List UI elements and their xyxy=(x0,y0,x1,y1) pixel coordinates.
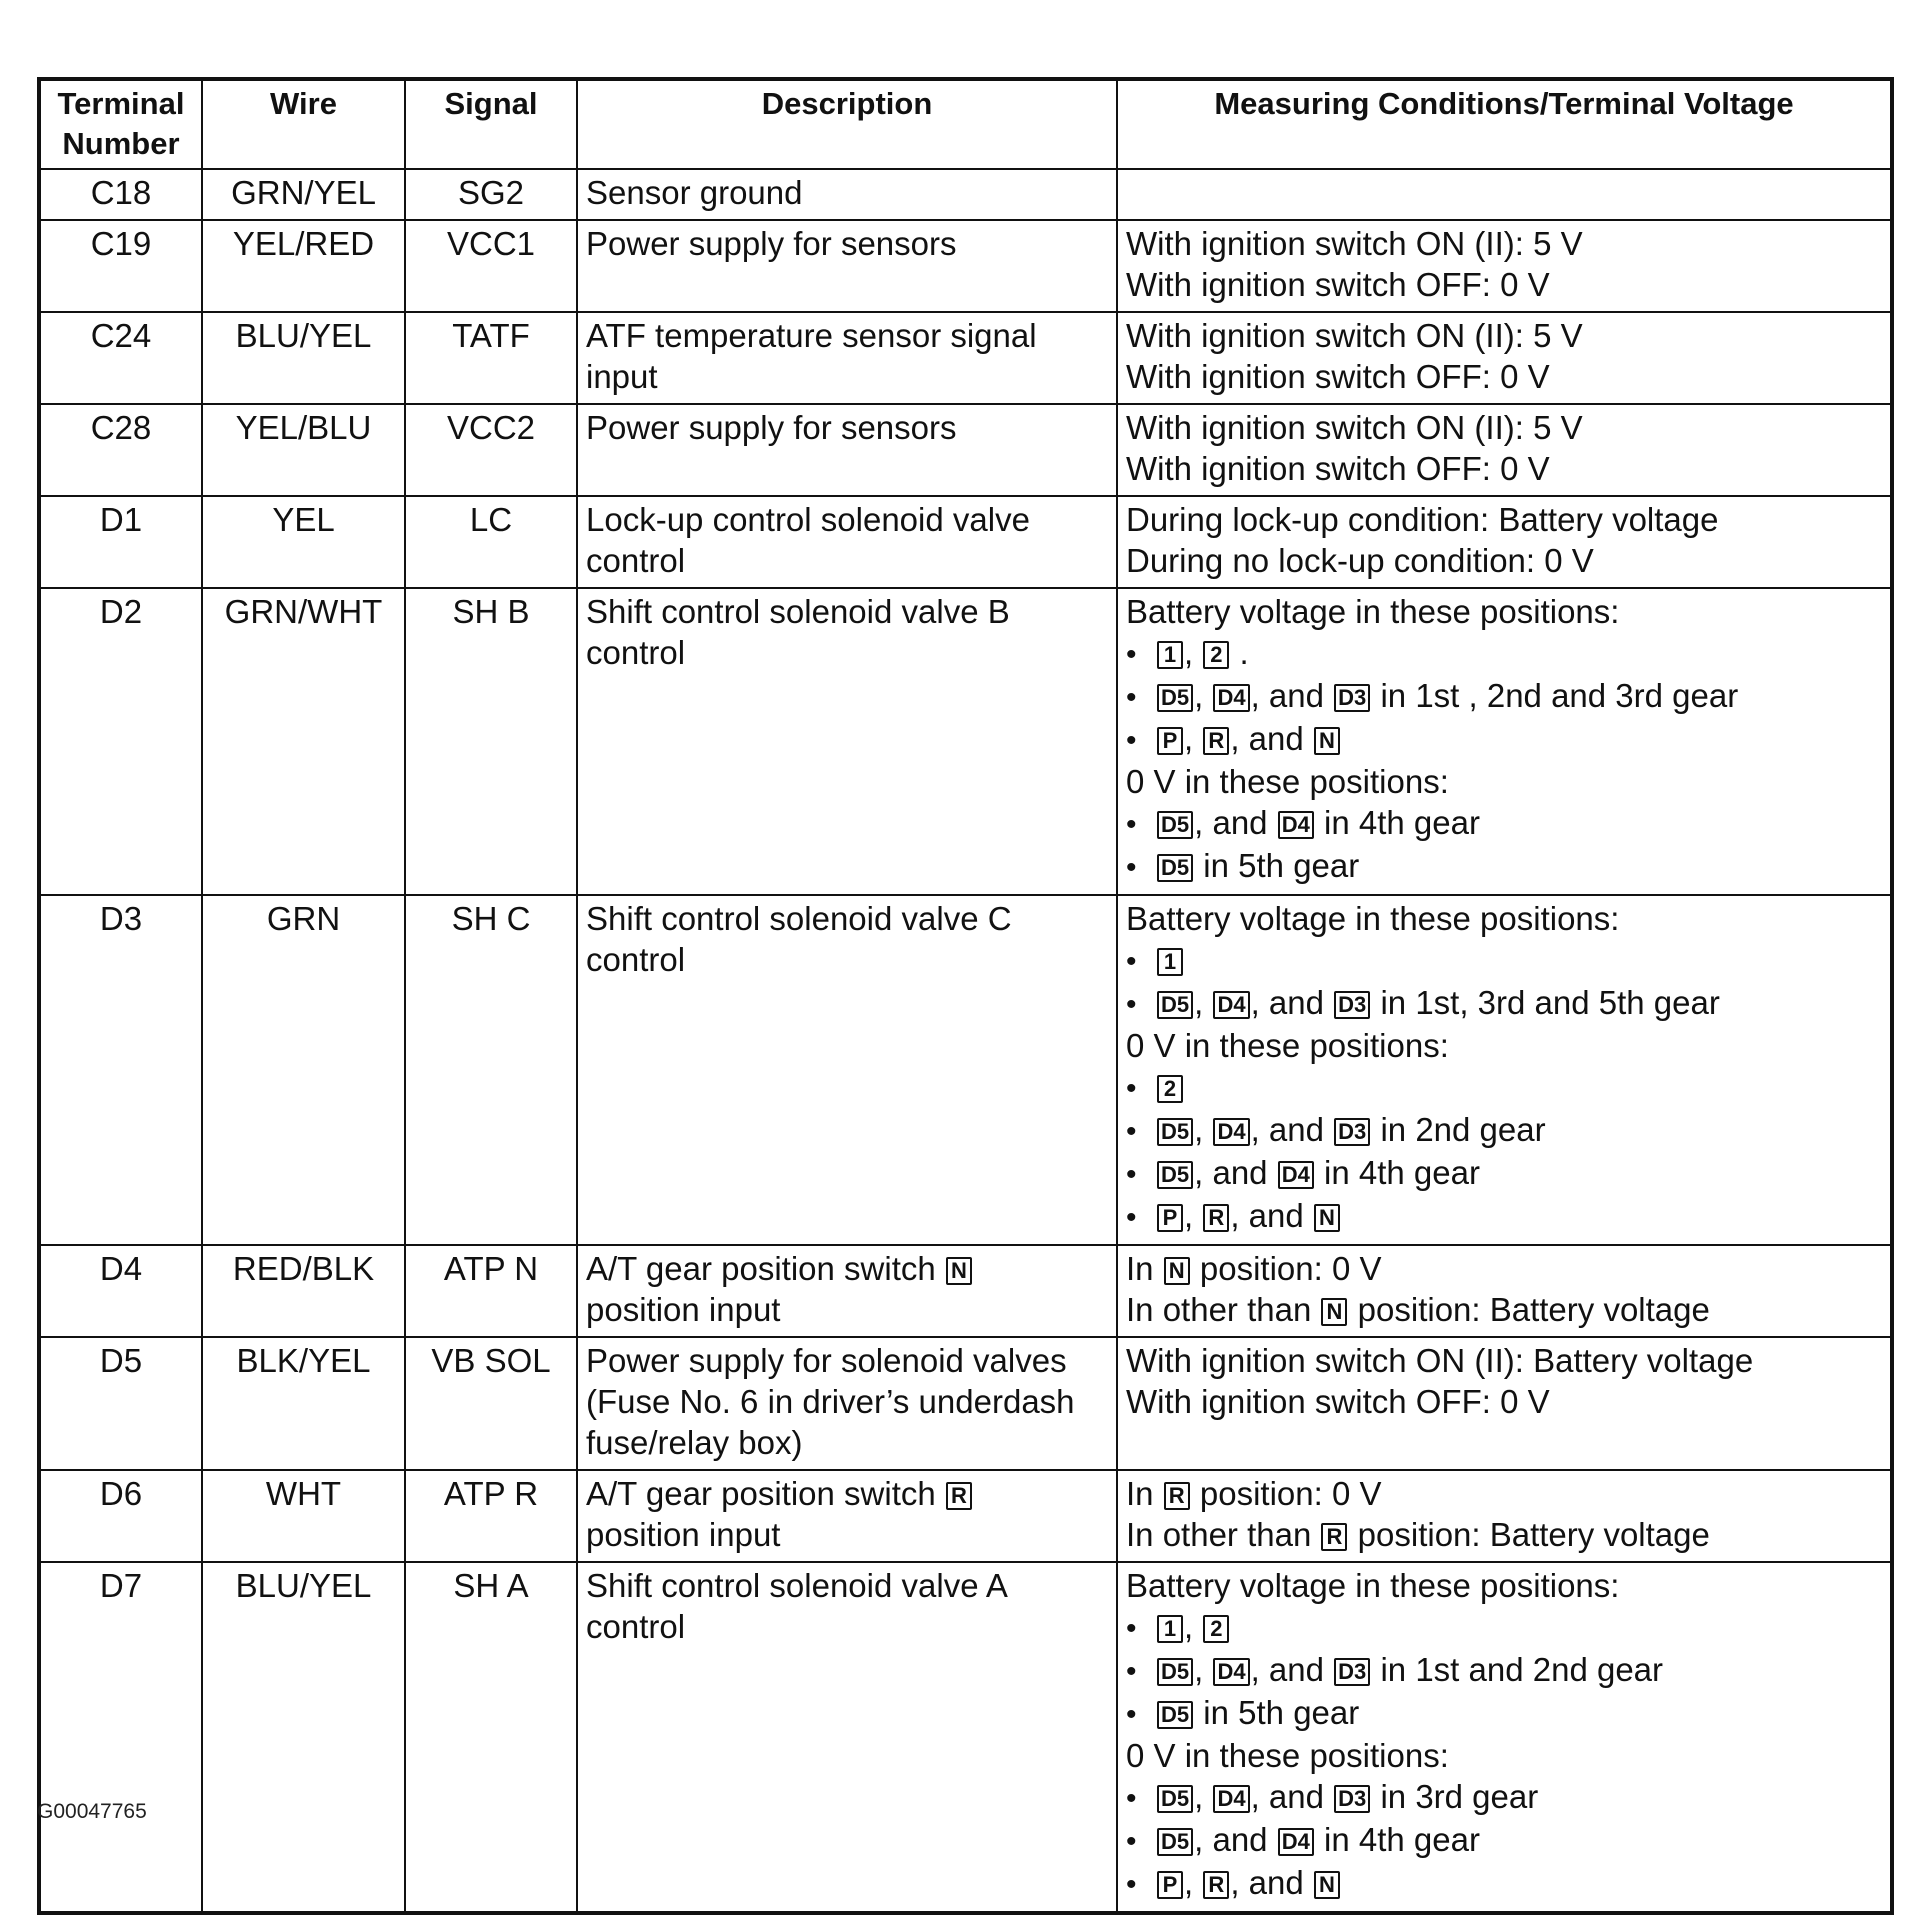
condition-text: With ignition switch ON (II): 5 V xyxy=(1126,317,1583,354)
table-row xyxy=(39,220,1892,312)
condition-line xyxy=(1126,448,1882,489)
gear-position-symbol: P xyxy=(1157,1204,1183,1232)
wire-color-cell: BLU/YEL xyxy=(202,1562,405,1913)
condition-text: , xyxy=(1194,984,1213,1021)
description-text-tail: position input xyxy=(586,1516,781,1553)
condition-text: position: Battery voltage xyxy=(1348,1291,1710,1328)
condition-text: During no lock-up condition: 0 V xyxy=(1126,542,1594,579)
terminal-number-cell: C19 xyxy=(39,220,202,312)
gear-position-symbol: N xyxy=(1164,1257,1190,1285)
gear-position-symbol: D5 xyxy=(1157,1658,1193,1686)
condition-line xyxy=(1126,1862,1882,1905)
gear-position-symbol: N xyxy=(1314,1204,1340,1232)
condition-text: , and xyxy=(1250,1651,1334,1688)
gear-position-symbol: N xyxy=(1321,1298,1347,1326)
gear-position-symbol: D5 xyxy=(1157,1161,1193,1189)
gear-position-symbol: R xyxy=(946,1482,972,1510)
condition-line xyxy=(1126,761,1882,802)
condition-line xyxy=(1126,1025,1882,1066)
gear-position-symbol: D4 xyxy=(1213,1785,1249,1813)
terminal-number-cell: D6 xyxy=(39,1470,202,1562)
description-cell xyxy=(577,588,1117,895)
measuring-conditions-cell xyxy=(1117,1470,1892,1562)
gear-position-symbol: D4 xyxy=(1213,991,1249,1019)
bullet-icon xyxy=(1126,984,1156,1021)
gear-position-symbol: D4 xyxy=(1213,684,1249,712)
description-text: A/T gear position switch xyxy=(586,1250,936,1287)
condition-text: With ignition switch ON (II): 5 V xyxy=(1126,409,1583,446)
bullet-icon xyxy=(1126,941,1156,978)
wire-color-cell: YEL/BLU xyxy=(202,404,405,496)
gear-position-symbol: R xyxy=(1203,727,1229,755)
terminal-number-cell: D4 xyxy=(39,1245,202,1337)
gear-position-symbol: D4 xyxy=(1278,1161,1314,1189)
terminal-number-cell: D7 xyxy=(39,1562,202,1913)
table-row xyxy=(39,312,1892,404)
terminal-number-cell: C24 xyxy=(39,312,202,404)
condition-line xyxy=(1126,1340,1882,1381)
condition-line xyxy=(1126,718,1882,761)
condition-text: With ignition switch OFF: 0 V xyxy=(1126,450,1550,487)
table-row xyxy=(39,496,1892,588)
condition-text: , and xyxy=(1250,1778,1334,1815)
gear-position-symbol: R xyxy=(1164,1482,1190,1510)
signal-cell: SG2 xyxy=(405,169,577,220)
bullet-icon xyxy=(1126,1197,1156,1234)
condition-text: , xyxy=(1184,634,1203,671)
description-cell xyxy=(577,312,1117,404)
gear-position-symbol: P xyxy=(1157,727,1183,755)
description-cell xyxy=(577,1245,1117,1337)
condition-line xyxy=(1126,407,1882,448)
condition-line xyxy=(1126,1514,1882,1555)
condition-line xyxy=(1126,1289,1882,1330)
condition-text: , and xyxy=(1230,1864,1313,1901)
condition-text: , and xyxy=(1194,1154,1277,1191)
gear-position-symbol: D5 xyxy=(1157,1785,1193,1813)
measuring-conditions-cell xyxy=(1117,895,1892,1245)
figure-id-caption: G00047765 xyxy=(37,1800,147,1823)
condition-line xyxy=(1126,1473,1882,1514)
measuring-conditions-cell xyxy=(1117,220,1892,312)
description-text: Power supply for sensors xyxy=(586,409,957,446)
condition-text: With ignition switch OFF: 0 V xyxy=(1126,1383,1550,1420)
description-text: ATF temperature sensor signal input xyxy=(586,317,1037,395)
gear-position-symbol: R xyxy=(1321,1523,1347,1551)
gear-position-symbol: N xyxy=(1314,727,1340,755)
condition-text: in 1st , 2nd and 3rd gear xyxy=(1371,677,1739,714)
table-row xyxy=(39,404,1892,496)
condition-text: 0 V in these positions: xyxy=(1126,1737,1449,1774)
gear-position-symbol: D3 xyxy=(1334,991,1370,1019)
description-text-tail: position input xyxy=(586,1291,781,1328)
condition-text: position: 0 V xyxy=(1190,1475,1382,1512)
condition-text: Battery voltage in these positions: xyxy=(1126,900,1620,937)
condition-line xyxy=(1126,1248,1882,1289)
description-text: Shift control solenoid valve B control xyxy=(586,593,1010,671)
condition-text: In xyxy=(1126,1475,1163,1512)
description-text: Power supply for sensors xyxy=(586,225,957,262)
gear-position-symbol: 1 xyxy=(1157,1615,1183,1643)
condition-text: in 4th gear xyxy=(1314,1154,1480,1191)
table-row xyxy=(39,1470,1892,1562)
condition-text: in 5th gear xyxy=(1194,847,1360,884)
signal-cell: VCC2 xyxy=(405,404,577,496)
bullet-icon xyxy=(1126,1651,1156,1688)
table-row xyxy=(39,895,1892,1245)
terminal-number-cell: D2 xyxy=(39,588,202,895)
condition-text: , and xyxy=(1250,984,1334,1021)
condition-line xyxy=(1126,898,1882,939)
condition-text: With ignition switch ON (II): 5 V xyxy=(1126,225,1583,262)
table-body xyxy=(39,169,1892,1913)
gear-position-symbol: N xyxy=(946,1257,972,1285)
gear-position-symbol: D3 xyxy=(1334,684,1370,712)
terminal-table-sheet xyxy=(37,77,1890,1915)
gear-position-symbol: D5 xyxy=(1157,811,1193,839)
description-text: Shift control solenoid valve C control xyxy=(586,900,1012,978)
condition-line xyxy=(1126,1606,1882,1649)
gear-position-symbol: D5 xyxy=(1157,854,1193,882)
condition-text: , xyxy=(1194,1111,1213,1148)
description-cell xyxy=(577,1470,1117,1562)
description-text: Shift control solenoid valve A control xyxy=(586,1567,1007,1645)
gear-position-symbol: R xyxy=(1203,1871,1229,1899)
terminal-number-cell: D5 xyxy=(39,1337,202,1470)
gear-position-symbol: D5 xyxy=(1157,684,1193,712)
terminal-number-cell: C18 xyxy=(39,169,202,220)
condition-text: , and xyxy=(1230,1197,1313,1234)
signal-cell: SH C xyxy=(405,895,577,1245)
table-row xyxy=(39,1562,1892,1913)
condition-line xyxy=(1126,845,1882,888)
condition-text: , and xyxy=(1230,720,1313,757)
condition-text: , xyxy=(1184,1197,1203,1234)
condition-line xyxy=(1126,1195,1882,1238)
table-header xyxy=(39,79,1892,169)
measuring-conditions-cell xyxy=(1117,169,1892,220)
header-description: Description xyxy=(577,79,1117,169)
gear-position-symbol: P xyxy=(1157,1871,1183,1899)
condition-text: , xyxy=(1184,1864,1203,1901)
header-terminal-number xyxy=(39,79,202,169)
condition-line xyxy=(1126,1692,1882,1735)
gear-position-symbol: D3 xyxy=(1334,1785,1370,1813)
header-measuring-conditions: Measuring Conditions/Terminal Voltage xyxy=(1117,79,1892,169)
condition-text: , and xyxy=(1194,1821,1277,1858)
bullet-icon xyxy=(1126,677,1156,714)
condition-line xyxy=(1126,1381,1882,1422)
gear-position-symbol: D5 xyxy=(1157,991,1193,1019)
bullet-icon xyxy=(1126,1821,1156,1858)
condition-text: 0 V in these positions: xyxy=(1126,763,1449,800)
gear-position-symbol: D4 xyxy=(1213,1118,1249,1146)
condition-line xyxy=(1126,540,1882,581)
condition-line xyxy=(1126,1109,1882,1152)
wire-color-cell: YEL/RED xyxy=(202,220,405,312)
description-cell xyxy=(577,1562,1117,1913)
condition-text: In xyxy=(1126,1250,1163,1287)
condition-text: in 2nd gear xyxy=(1371,1111,1546,1148)
condition-text: Battery voltage in these positions: xyxy=(1126,593,1620,630)
bullet-icon xyxy=(1126,1068,1156,1105)
condition-line xyxy=(1126,1819,1882,1862)
condition-line xyxy=(1126,1649,1882,1692)
table-row xyxy=(39,1337,1892,1470)
condition-line xyxy=(1126,632,1882,675)
description-text: Lock-up control solenoid valve control xyxy=(586,501,1030,579)
condition-text: , xyxy=(1194,1778,1213,1815)
description-cell xyxy=(577,220,1117,312)
description-cell xyxy=(577,895,1117,1245)
condition-text: In other than xyxy=(1126,1291,1321,1328)
bullet-icon xyxy=(1126,1608,1156,1645)
condition-line xyxy=(1126,1066,1882,1109)
wire-color-cell: GRN/WHT xyxy=(202,588,405,895)
gear-position-symbol: D3 xyxy=(1334,1658,1370,1686)
condition-line xyxy=(1126,315,1882,356)
wire-color-cell: WHT xyxy=(202,1470,405,1562)
gear-position-symbol: D5 xyxy=(1157,1701,1193,1729)
condition-text: During lock-up condition: Battery voltage xyxy=(1126,501,1719,538)
signal-cell: VCC1 xyxy=(405,220,577,312)
measuring-conditions-cell xyxy=(1117,1562,1892,1913)
condition-text: With ignition switch OFF: 0 V xyxy=(1126,266,1550,303)
condition-text: position: Battery voltage xyxy=(1348,1516,1710,1553)
description-cell xyxy=(577,1337,1117,1470)
description-cell xyxy=(577,169,1117,220)
signal-cell: ATP R xyxy=(405,1470,577,1562)
terminal-number-cell: D1 xyxy=(39,496,202,588)
condition-text: position: 0 V xyxy=(1190,1250,1382,1287)
bullet-icon xyxy=(1126,804,1156,841)
gear-position-symbol: D4 xyxy=(1213,1658,1249,1686)
signal-cell: ATP N xyxy=(405,1245,577,1337)
condition-line xyxy=(1126,264,1882,305)
header-signal: Signal xyxy=(405,79,577,169)
bullet-icon xyxy=(1126,1154,1156,1191)
wire-color-cell: GRN xyxy=(202,895,405,1245)
condition-line xyxy=(1126,1565,1882,1606)
gear-position-symbol: D5 xyxy=(1157,1828,1193,1856)
gear-position-symbol: N xyxy=(1314,1871,1340,1899)
condition-text: , and xyxy=(1194,804,1277,841)
bullet-icon xyxy=(1126,847,1156,884)
bullet-icon xyxy=(1126,1778,1156,1815)
signal-cell: LC xyxy=(405,496,577,588)
condition-text: , xyxy=(1194,1651,1213,1688)
header-wire: Wire xyxy=(202,79,405,169)
wire-color-cell: BLK/YEL xyxy=(202,1337,405,1470)
condition-line xyxy=(1126,591,1882,632)
condition-text: With ignition switch OFF: 0 V xyxy=(1126,358,1550,395)
gear-position-symbol: 1 xyxy=(1157,948,1183,976)
gear-position-symbol: D5 xyxy=(1157,1118,1193,1146)
description-text: A/T gear position switch xyxy=(586,1475,936,1512)
condition-text: in 5th gear xyxy=(1194,1694,1360,1731)
condition-line xyxy=(1126,1152,1882,1195)
gear-position-symbol: 2 xyxy=(1157,1075,1183,1103)
table-row xyxy=(39,169,1892,220)
bullet-icon xyxy=(1126,1111,1156,1148)
signal-cell: SH A xyxy=(405,1562,577,1913)
bullet-icon xyxy=(1126,1864,1156,1901)
header-row xyxy=(39,79,1892,169)
measuring-conditions-cell xyxy=(1117,588,1892,895)
condition-line xyxy=(1126,356,1882,397)
condition-line xyxy=(1126,982,1882,1025)
bullet-icon xyxy=(1126,1694,1156,1731)
gear-position-symbol: D4 xyxy=(1278,811,1314,839)
table-row xyxy=(39,588,1892,895)
condition-line xyxy=(1126,223,1882,264)
description-cell xyxy=(577,404,1117,496)
signal-cell: SH B xyxy=(405,588,577,895)
gear-position-symbol: 1 xyxy=(1157,641,1183,669)
header-terminal-line1: Terminal xyxy=(57,86,185,121)
condition-text: in 4th gear xyxy=(1314,1821,1480,1858)
gear-position-symbol: 2 xyxy=(1203,641,1229,669)
bullet-icon xyxy=(1126,720,1156,757)
description-cell xyxy=(577,496,1117,588)
condition-line xyxy=(1126,1735,1882,1776)
condition-text: , xyxy=(1184,720,1203,757)
signal-cell: TATF xyxy=(405,312,577,404)
gear-position-symbol: D4 xyxy=(1278,1828,1314,1856)
bullet-icon xyxy=(1126,634,1156,671)
condition-text: With ignition switch ON (II): Battery voltage xyxy=(1126,1342,1754,1379)
condition-line xyxy=(1126,802,1882,845)
measuring-conditions-cell xyxy=(1117,1337,1892,1470)
measuring-conditions-cell xyxy=(1117,404,1892,496)
measuring-conditions-cell xyxy=(1117,1245,1892,1337)
condition-text: , and xyxy=(1250,1111,1334,1148)
condition-line xyxy=(1126,1776,1882,1819)
header-terminal-line2: Number xyxy=(62,126,180,161)
condition-line xyxy=(1126,499,1882,540)
gear-position-symbol: D3 xyxy=(1334,1118,1370,1146)
condition-text: in 3rd gear xyxy=(1371,1778,1539,1815)
measuring-conditions-cell xyxy=(1117,496,1892,588)
condition-line xyxy=(1126,675,1882,718)
condition-text: , and xyxy=(1250,677,1334,714)
condition-text: in 1st, 3rd and 5th gear xyxy=(1371,984,1720,1021)
condition-text: 0 V in these positions: xyxy=(1126,1027,1449,1064)
condition-text: Battery voltage in these positions: xyxy=(1126,1567,1620,1604)
condition-text: , xyxy=(1184,1608,1203,1645)
gear-position-symbol: R xyxy=(1203,1204,1229,1232)
wire-color-cell: YEL xyxy=(202,496,405,588)
table-row xyxy=(39,1245,1892,1337)
condition-text: . xyxy=(1230,634,1249,671)
measuring-conditions-cell xyxy=(1117,312,1892,404)
condition-text: , xyxy=(1194,677,1213,714)
description-text: Sensor ground xyxy=(586,174,803,211)
description-text: Power supply for solenoid valves (Fuse No. 6 in driver’s underdash fuse/relay box) xyxy=(586,1342,1075,1461)
wire-color-cell: GRN/YEL xyxy=(202,169,405,220)
condition-line xyxy=(1126,939,1882,982)
condition-text: In other than xyxy=(1126,1516,1321,1553)
terminal-number-cell: C28 xyxy=(39,404,202,496)
terminal-number-cell: D3 xyxy=(39,895,202,1245)
wire-color-cell: RED/BLK xyxy=(202,1245,405,1337)
wire-color-cell: BLU/YEL xyxy=(202,312,405,404)
condition-text: in 1st and 2nd gear xyxy=(1371,1651,1664,1688)
terminal-table xyxy=(37,77,1894,1915)
gear-position-symbol: 2 xyxy=(1203,1615,1229,1643)
signal-cell: VB SOL xyxy=(405,1337,577,1470)
condition-text: in 4th gear xyxy=(1314,804,1480,841)
